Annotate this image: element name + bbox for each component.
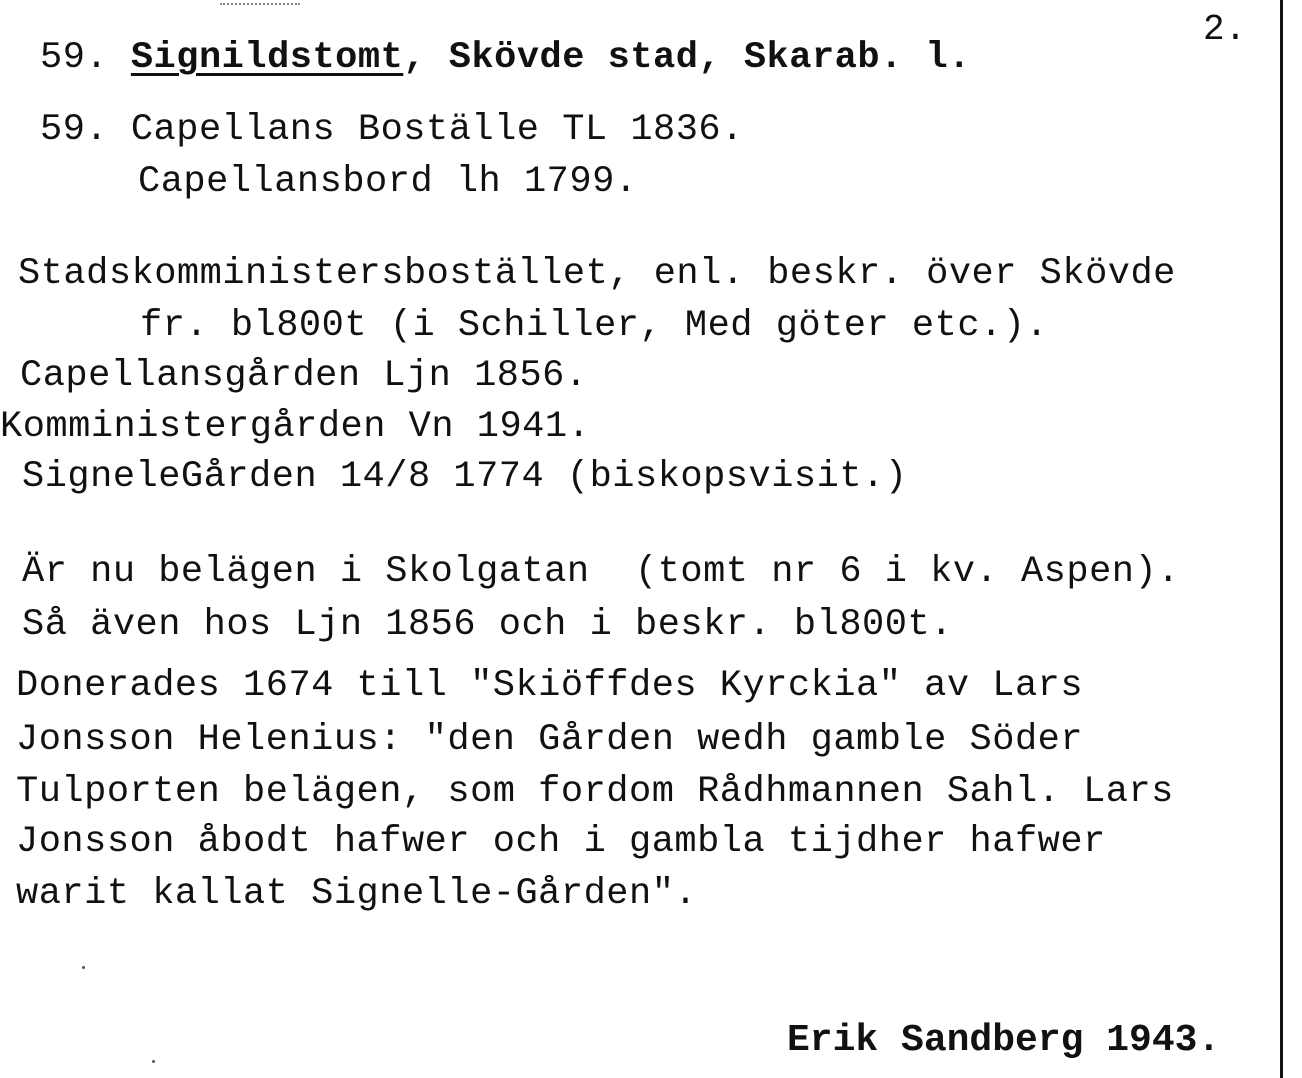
page-number: 2. xyxy=(1203,9,1247,50)
header-number: 59. xyxy=(40,37,109,79)
entry-line-1 xyxy=(40,108,744,152)
scan-speck xyxy=(152,1060,155,1063)
donation-line: Donerades 1674 till "Skiöffdes Kyrckia" av Lars xyxy=(16,665,1084,707)
location-line: Så även hos Ljn 1856 och i beskr. bl800t. xyxy=(22,604,953,646)
donation-line: Tulporten belägen, som fordom Rådhmannen Sahl. Lars xyxy=(16,771,1174,813)
entry-line-2: Capellansbord lh 1799. xyxy=(138,161,638,203)
card-right-edge xyxy=(1280,0,1283,1078)
place-rest: , Skövde stad, Skarab. l. xyxy=(403,37,971,79)
donation-line: Jonsson Helenius: "den Gården wedh gamble Söder xyxy=(16,719,1084,761)
place-name: Signildstomt xyxy=(130,37,404,79)
names-line: fr. bl800t (i Schiller, Med göter etc.). xyxy=(140,305,1049,347)
location-line: Är nu belägen i Skolgatan (tomt nr 6 i kv. Aspen). xyxy=(22,551,1180,593)
names-line: Capellansgården Ljn 1856. xyxy=(20,355,588,397)
scan-speck-top xyxy=(220,3,300,7)
signature: Erik Sandberg 1943. xyxy=(787,1019,1221,1062)
header-line xyxy=(40,36,971,80)
names-line: Stadskomministersbostället, enl. beskr. över Skövde xyxy=(18,253,1176,295)
scan-speck xyxy=(82,966,85,969)
donation-line: Jonsson åbodt hafwer och i gambla tijdher hafwer xyxy=(16,821,1106,863)
entry-text-1: Capellans Boställe TL 1836. xyxy=(130,109,744,151)
names-line: Komministergården Vn 1941. xyxy=(0,406,591,448)
entry-number: 59. xyxy=(40,109,109,151)
names-line: SigneleGården 14/8 1774 (biskopsvisit.) xyxy=(22,456,908,498)
donation-line: warit kallat Signelle-Gården". xyxy=(16,873,698,915)
